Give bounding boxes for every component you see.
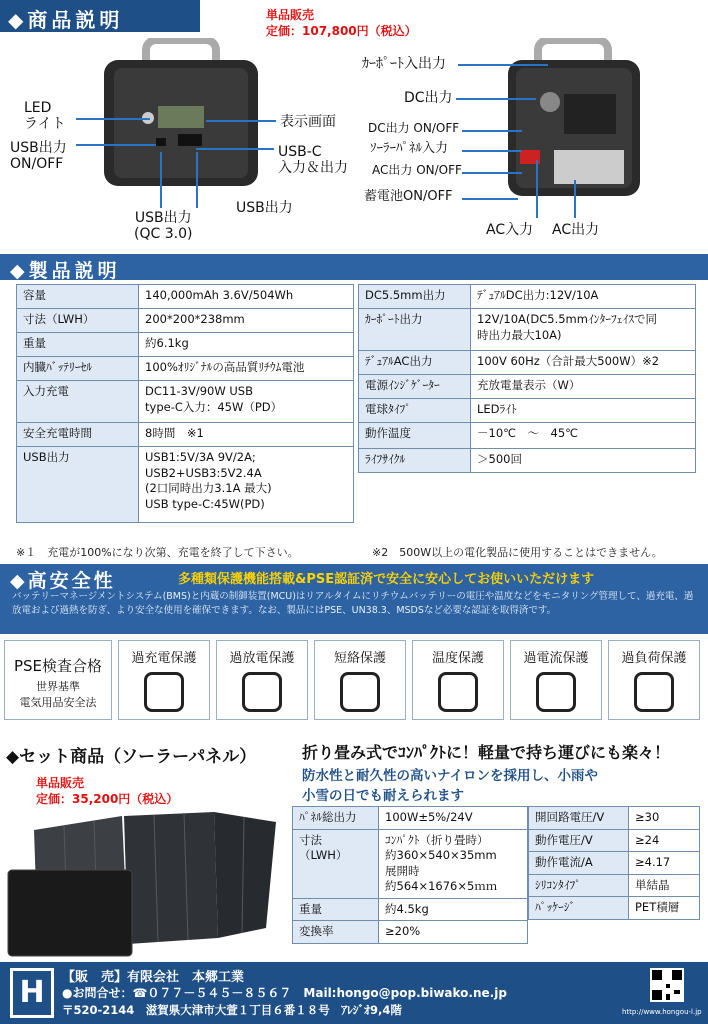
spec-key: USB出力 xyxy=(17,447,139,523)
set-price-value: 定価：35,200円（税込） xyxy=(36,791,179,806)
spec-key: ﾗｲﾌｻｲｸﾙ xyxy=(359,449,471,473)
spec-key: 動作電圧/V xyxy=(529,829,629,852)
panel-table-right xyxy=(528,806,700,920)
price-value: 定価：107,800円（税込） xyxy=(266,23,417,38)
spec-key: DC5.5mm出力 xyxy=(359,285,471,309)
spec-row xyxy=(529,852,700,875)
price-block xyxy=(266,8,417,39)
spec-key: ﾊﾟﾈﾙ総出力 xyxy=(293,807,379,830)
pointer-line xyxy=(196,152,198,208)
pse-sub2: 電気用品安全法 xyxy=(19,696,97,709)
label-solar: ｿｰﾗｰﾊﾟﾈﾙ入力 xyxy=(370,141,449,156)
feature-label: 温度保護 xyxy=(431,651,484,666)
page-title: ◆商品説明 xyxy=(8,8,124,32)
spec-key: 動作電流/A xyxy=(529,852,629,875)
spec-value: ﾃﾞｭｱﾙDC出力:12V/10A xyxy=(471,285,696,309)
pse-title: PSE検査合格 xyxy=(13,657,103,675)
pointer-line xyxy=(76,144,156,146)
label-carport: ｶｰﾎﾟｰﾄ入出力 xyxy=(362,56,446,72)
spec-key: 重量 xyxy=(293,898,379,921)
protection-feature xyxy=(118,640,210,720)
pse-sub1: 世界基準 xyxy=(36,680,80,693)
pointer-line xyxy=(160,152,162,208)
spec-value: 140,000mAh 3.6V/504Wh xyxy=(139,285,354,309)
set-headline: 折り畳み式でｺﾝﾊﾟｸﾄに！軽量で持ち運びにも楽々！ xyxy=(302,743,671,762)
spec-row xyxy=(529,897,700,920)
note-1: ※１ 充電が100%になり次第、充電を終了して下さい。 xyxy=(16,546,299,559)
spec-row xyxy=(293,921,528,944)
spec-row xyxy=(529,829,700,852)
spec-value: 100V 60Hz（合計最大500W）※2 xyxy=(471,351,696,375)
company-logo: H xyxy=(10,968,54,1018)
spec-table-right xyxy=(358,284,696,473)
spec-value: ≥20% xyxy=(379,921,528,944)
spec-value: LEDﾗｲﾄ xyxy=(471,399,696,423)
feature-label: 短絡保護 xyxy=(333,651,386,666)
spec-key: ﾃﾞｭｱﾙAC出力 xyxy=(359,351,471,375)
label-usbc: USB-C 入力＆出力 xyxy=(278,144,348,177)
price-label: 単品販売 xyxy=(266,8,315,22)
spec-value: 100%ｵﾘｼﾞﾅﾙの高品質ﾘﾁｳﾑ電池 xyxy=(139,357,354,381)
spec-row xyxy=(17,381,354,423)
spec-key: 開回路電圧/V xyxy=(529,807,629,830)
spec-value: ≥30 xyxy=(629,807,700,830)
front-product-image xyxy=(98,38,264,190)
label-ac-out: AC出力 xyxy=(552,222,600,238)
label-dc-out: DC出力 xyxy=(404,90,453,106)
feature-label: 過電流保護 xyxy=(523,651,589,666)
qr-code xyxy=(650,968,684,1002)
label-usb-qc: USB出力 (QC 3.0) xyxy=(134,210,193,243)
note-2: ※2 500W以上の電化製品に使用することはできません。 xyxy=(372,546,663,559)
battery-shield-icon xyxy=(144,672,184,712)
feature-label: 過放電保護 xyxy=(229,651,295,666)
battery-full-icon xyxy=(634,672,674,712)
spec-value: 単結晶 xyxy=(629,874,700,897)
spec-key: 入力充電 xyxy=(17,381,139,423)
spec-value: ｺﾝﾊﾟｸﾄ（折り畳時） 約360×540×35mm 展開時 約564×1676×5ｍｍ xyxy=(379,829,528,898)
thermometer-icon xyxy=(438,672,478,712)
pointer-line xyxy=(462,130,522,132)
label-led: LED ライト xyxy=(24,100,66,133)
lightning-shield-icon xyxy=(536,672,576,712)
protection-feature xyxy=(608,640,700,720)
spec-key: ｼﾘｺﾝﾀｲﾌﾟ xyxy=(529,874,629,897)
spec-key: 容量 xyxy=(17,285,139,309)
label-battery-onoff: 蓄電池ON/OFF xyxy=(364,189,453,204)
spec-row xyxy=(529,874,700,897)
spec-row xyxy=(359,449,696,473)
spec-row xyxy=(293,807,528,830)
protection-feature xyxy=(314,640,406,720)
spec-row xyxy=(359,375,696,399)
spec-value: 8時間 ※1 xyxy=(139,423,354,447)
battery-warning-icon xyxy=(242,672,282,712)
protection-feature xyxy=(510,640,602,720)
spec-value: 12V/10A(DC5.5mmｲﾝﾀｰﾌｪｲｽで同 時出力最大10A) xyxy=(471,309,696,351)
spec-row xyxy=(17,333,354,357)
spec-row xyxy=(293,898,528,921)
spec-key: ｶｰﾎﾟｰﾄ出力 xyxy=(359,309,471,351)
short-circuit-icon xyxy=(340,672,380,712)
spec-key: 安全充電時間 xyxy=(17,423,139,447)
spec-key: 寸法 （LWH） xyxy=(293,829,379,898)
spec-row xyxy=(529,807,700,830)
pointer-line xyxy=(462,150,522,152)
spec-key: 動作温度 xyxy=(359,423,471,449)
pointer-line xyxy=(456,98,536,100)
spec-value: 200*200*238mm xyxy=(139,309,354,333)
spec-value: －10℃ ～ 45℃ xyxy=(471,423,696,449)
spec-key: 電球ﾀｲﾌﾟ xyxy=(359,399,471,423)
footer xyxy=(0,962,708,1024)
spec-value: DC11-3V/90W USB type-C入力：45W（PD） xyxy=(139,381,354,423)
spec-row xyxy=(293,829,528,898)
spec-title: ◆製品説明 xyxy=(10,260,121,282)
solar-panel-image xyxy=(4,808,288,958)
label-ac-in: AC入力 xyxy=(486,222,534,238)
safety-headline: 多種類保護機能搭載&PSE認証済で安全に安心してお使いいただけます xyxy=(178,572,595,587)
spec-row xyxy=(359,285,696,309)
pointer-line xyxy=(462,172,522,174)
set-price-label: 単品販売 xyxy=(36,776,85,790)
label-usb-out: USB出力 xyxy=(236,200,293,216)
spec-row xyxy=(17,309,354,333)
pointer-line xyxy=(574,180,576,218)
spec-value: 充放電量表示（W） xyxy=(471,375,696,399)
spec-table-left xyxy=(16,284,354,523)
spec-row xyxy=(359,351,696,375)
back-product-image xyxy=(504,38,644,198)
pse-box xyxy=(4,640,112,720)
spec-row xyxy=(17,423,354,447)
set-sub1: 防水性と耐久性の高いナイロンを採用し、小雨や xyxy=(302,768,599,784)
footer-url[interactable]: http://www.hongou-l.jp xyxy=(622,1008,702,1016)
spec-key: 内臓ﾊﾞｯﾃﾘｰｾﾙ xyxy=(17,357,139,381)
header-band xyxy=(0,0,200,32)
safety-body: バッテリーマネージメントシステム(BMS)と内蔵の制御装置(MCU)はリアルタイムにリチウムバッテリーの電圧や温度などをモニタリング管理して、過充電、過放電および過熱を防ぎ、より安全な使用を確保できます。なお、製品にはPSE、UN38.3、MSDSなど必要な認証を取得済です。 xyxy=(12,591,694,617)
spec-key: 重量 xyxy=(17,333,139,357)
pointer-line xyxy=(76,118,150,120)
protection-feature xyxy=(216,640,308,720)
set-sub2: 小雪の日でも耐えられます xyxy=(302,788,464,804)
label-usb-onoff: USB出力 ON/OFF xyxy=(10,140,67,173)
spec-band xyxy=(0,254,708,280)
spec-value: 約6.1kg xyxy=(139,333,354,357)
set-title: ◆セット商品（ソーラーパネル） xyxy=(6,747,257,767)
feature-label: 過充電保護 xyxy=(131,651,197,666)
safety-title: ◆高安全性 xyxy=(10,570,116,592)
spec-value: ＞500回 xyxy=(471,449,696,473)
spec-value: 100W±5%/24V xyxy=(379,807,528,830)
pointer-line xyxy=(206,120,276,122)
spec-value: PET積層 xyxy=(629,897,700,920)
label-ac-onoff: AC出力 ON/OFF xyxy=(372,163,462,177)
spec-row xyxy=(17,357,354,381)
label-dc-onoff: DC出力 ON/OFF xyxy=(368,121,460,135)
label-display: 表示画面 xyxy=(280,114,336,130)
spec-row xyxy=(17,447,354,523)
footer-contact: ●お問合せ：☎０７７－５４５－８５６７ Mail:hongo@pop.biwako.ne.jp xyxy=(62,986,507,1000)
spec-row xyxy=(359,423,696,449)
feature-label: 過負荷保護 xyxy=(621,651,687,666)
spec-row xyxy=(359,399,696,423)
panel-table-left xyxy=(292,806,528,944)
set-price-block xyxy=(36,776,178,807)
pointer-line xyxy=(458,64,548,66)
footer-seller: 【販 売】有限会社 本郷工業 xyxy=(62,970,245,985)
spec-key: 電源ｲﾝｼﾞｹﾞｰﾀｰ xyxy=(359,375,471,399)
spec-value: 約4.5kg xyxy=(379,898,528,921)
pointer-line xyxy=(536,160,538,218)
spec-key: 変換率 xyxy=(293,921,379,944)
spec-value: USB1:5V/3A 9V/2A; USB2+USB3:5V2.4A (2口同時出力3.1A 最大) USB type-C:45W(PD) xyxy=(139,447,354,523)
pointer-line xyxy=(196,148,274,150)
spec-value: ≥4.17 xyxy=(629,852,700,875)
protection-feature xyxy=(412,640,504,720)
spec-row xyxy=(17,285,354,309)
pointer-line xyxy=(462,198,518,200)
spec-key: 寸法（LWH） xyxy=(17,309,139,333)
spec-value: ≥24 xyxy=(629,829,700,852)
spec-row xyxy=(359,309,696,351)
spec-key: ﾊﾟｯｹｰｼﾞ xyxy=(529,897,629,920)
footer-address: 〒520-2144 滋賀県大津市大萱１丁目６番１８号 ｱﾚｼﾞｵ9,4階 xyxy=(62,1003,402,1017)
